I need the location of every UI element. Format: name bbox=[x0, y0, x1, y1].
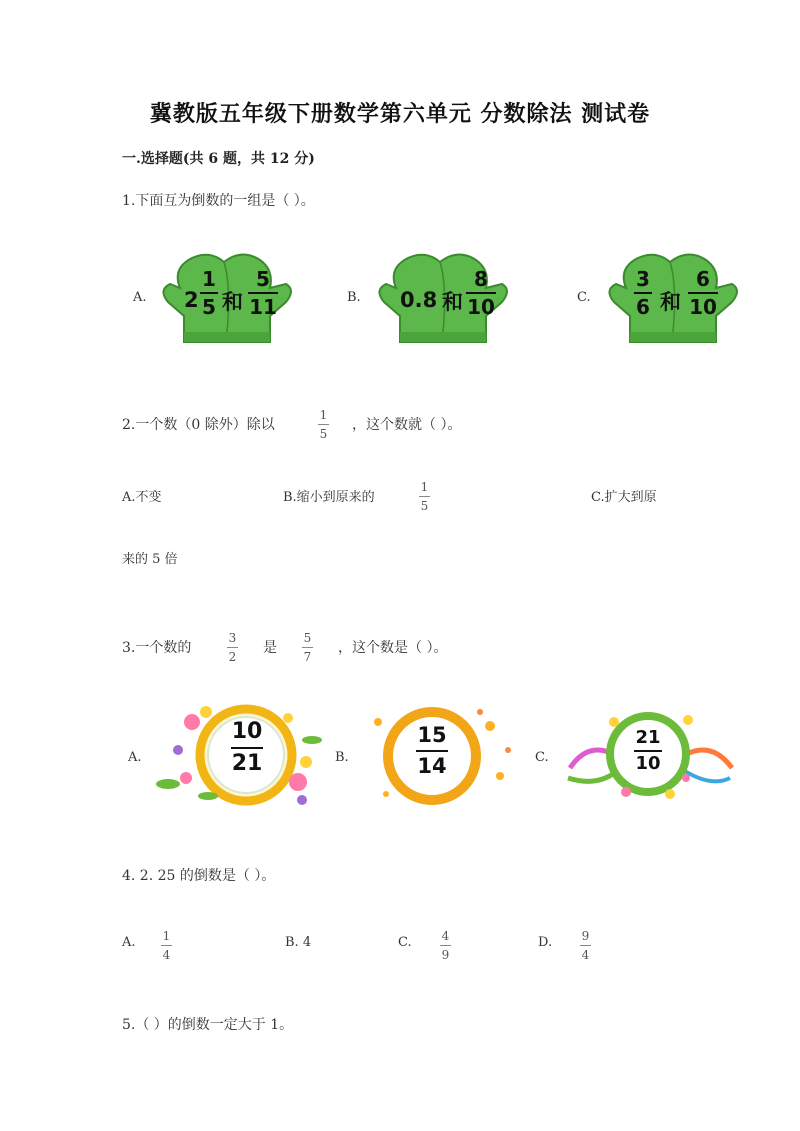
q3-fraction-2 bbox=[302, 631, 313, 664]
mitten-whole-number: 2 bbox=[184, 288, 199, 312]
fraction-denominator: 21 bbox=[231, 751, 263, 776]
q3-option-c-label[interactable]: C. bbox=[535, 750, 549, 765]
q4-option-d[interactable]: D. bbox=[538, 935, 553, 950]
mitten-fraction bbox=[466, 268, 496, 318]
fraction-denominator: 14 bbox=[417, 754, 447, 778]
fraction-bar bbox=[416, 750, 448, 752]
q4-option-a-fraction bbox=[161, 929, 172, 962]
fraction-numerator: 4 bbox=[441, 929, 450, 943]
frame-fraction bbox=[630, 728, 666, 774]
fraction-bar bbox=[227, 647, 238, 648]
question-2-text-after: ，这个数就（ ）。 bbox=[352, 417, 462, 433]
q3-option-b-label[interactable]: B. bbox=[335, 750, 349, 765]
fraction-bar bbox=[440, 945, 451, 946]
q1-option-c-label[interactable]: C. bbox=[577, 290, 591, 305]
mitten-decimal: 0.8 bbox=[400, 288, 438, 312]
frame-fraction bbox=[228, 720, 266, 776]
frame-fraction bbox=[413, 724, 451, 778]
fraction-denominator: 7 bbox=[303, 650, 312, 664]
q2-option-b-fraction bbox=[419, 480, 430, 513]
fraction-denominator: 4 bbox=[162, 948, 171, 962]
fraction-bar bbox=[318, 424, 329, 425]
q2-option-b[interactable]: B.缩小到原来的 bbox=[283, 490, 375, 505]
page-title: 冀教版五年级下册数学第六单元 分数除法 测试卷 bbox=[149, 101, 651, 127]
q1-option-a-label[interactable]: A. bbox=[133, 290, 147, 305]
question-1-text: 1.下面互为倒数的一组是（ ）。 bbox=[122, 193, 315, 209]
fraction-bar bbox=[634, 292, 652, 294]
fraction-numerator: 8 bbox=[474, 267, 488, 291]
mitten-conjunction: 和 bbox=[660, 290, 681, 314]
fraction-denominator: 5 bbox=[319, 427, 328, 441]
fraction-denominator: 10 bbox=[635, 753, 661, 774]
fraction-numerator: 5 bbox=[256, 267, 270, 291]
mitten-conjunction: 和 bbox=[222, 290, 243, 314]
fraction-numerator: 6 bbox=[696, 267, 710, 291]
fraction-numerator: 1 bbox=[162, 929, 171, 943]
fraction-bar bbox=[161, 945, 172, 946]
q4-option-d-fraction bbox=[580, 929, 591, 962]
question-3-text-after: ，这个数是（ ）。 bbox=[338, 640, 448, 656]
fraction-denominator: 2 bbox=[228, 650, 237, 664]
fraction-bar bbox=[248, 292, 278, 294]
question-3-text-before: 3.一个数的 bbox=[122, 640, 192, 656]
fraction-numerator: 3 bbox=[228, 631, 237, 645]
q3-option-a-label[interactable]: A. bbox=[128, 750, 142, 765]
fraction-bar bbox=[580, 945, 591, 946]
fraction-denominator: 5 bbox=[202, 295, 216, 319]
q1-option-b-mitten[interactable] bbox=[378, 248, 508, 348]
mitten-fraction-1 bbox=[200, 268, 218, 318]
q4-option-a[interactable]: A. bbox=[122, 935, 136, 950]
fraction-denominator: 6 bbox=[636, 295, 650, 319]
fraction-denominator: 11 bbox=[249, 295, 277, 319]
fraction-numerator: 5 bbox=[303, 631, 312, 645]
fraction-numerator: 21 bbox=[635, 727, 661, 748]
fraction-bar bbox=[419, 496, 430, 497]
section-heading: 一.选择题(共 6 题，共 12 分) bbox=[122, 151, 315, 167]
mitten-fraction-2 bbox=[688, 268, 718, 318]
fraction-numerator: 3 bbox=[636, 267, 650, 291]
q3-fraction-1 bbox=[227, 631, 238, 664]
fraction-numerator: 9 bbox=[581, 929, 590, 943]
question-2-text-before: 2.一个数（0 除外）除以 bbox=[122, 417, 275, 433]
fraction-denominator: 4 bbox=[581, 948, 590, 962]
q4-option-c-fraction bbox=[440, 929, 451, 962]
fraction-numerator: 10 bbox=[231, 719, 263, 744]
q3-option-a-frame[interactable] bbox=[148, 700, 322, 810]
q1-option-b-label[interactable]: B. bbox=[347, 290, 361, 305]
q3-option-b-frame[interactable] bbox=[360, 702, 520, 810]
mitten-fraction-1 bbox=[634, 268, 652, 318]
q3-option-c-frame[interactable] bbox=[560, 708, 740, 804]
fraction-denominator: 9 bbox=[441, 948, 450, 962]
fraction-numerator: 1 bbox=[420, 480, 429, 494]
fraction-bar bbox=[231, 747, 263, 749]
q1-option-c-mitten[interactable] bbox=[608, 248, 738, 348]
fraction-numerator: 1 bbox=[319, 408, 328, 422]
q1-option-a-mitten[interactable] bbox=[162, 248, 292, 348]
q2-option-c[interactable]: C.扩大到原 bbox=[591, 490, 657, 505]
question-5-text: 5.（ ）的倒数一定大于 1。 bbox=[122, 1017, 294, 1033]
fraction-denominator: 10 bbox=[689, 295, 717, 319]
q2-option-c-continued: 来的 5 倍 bbox=[122, 552, 178, 567]
fraction-bar bbox=[688, 292, 718, 294]
question-4-text: 4. 2. 25 的倒数是（ ）。 bbox=[122, 868, 276, 884]
mitten-fraction-2 bbox=[248, 268, 278, 318]
q4-option-c[interactable]: C. bbox=[398, 935, 412, 950]
fraction-bar bbox=[634, 750, 662, 752]
fraction-bar bbox=[466, 292, 496, 294]
q4-option-b[interactable]: B. 4 bbox=[285, 935, 312, 950]
question-3-mid: 是 bbox=[263, 640, 277, 656]
fraction-denominator: 5 bbox=[420, 499, 429, 513]
q2-option-a[interactable]: A.不变 bbox=[122, 490, 162, 505]
q2-fraction bbox=[318, 408, 329, 441]
fraction-numerator: 1 bbox=[202, 267, 216, 291]
fraction-denominator: 10 bbox=[467, 295, 495, 319]
mitten-conjunction: 和 bbox=[442, 290, 463, 314]
fraction-bar bbox=[200, 292, 218, 294]
fraction-numerator: 15 bbox=[417, 723, 447, 747]
fraction-bar bbox=[302, 647, 313, 648]
